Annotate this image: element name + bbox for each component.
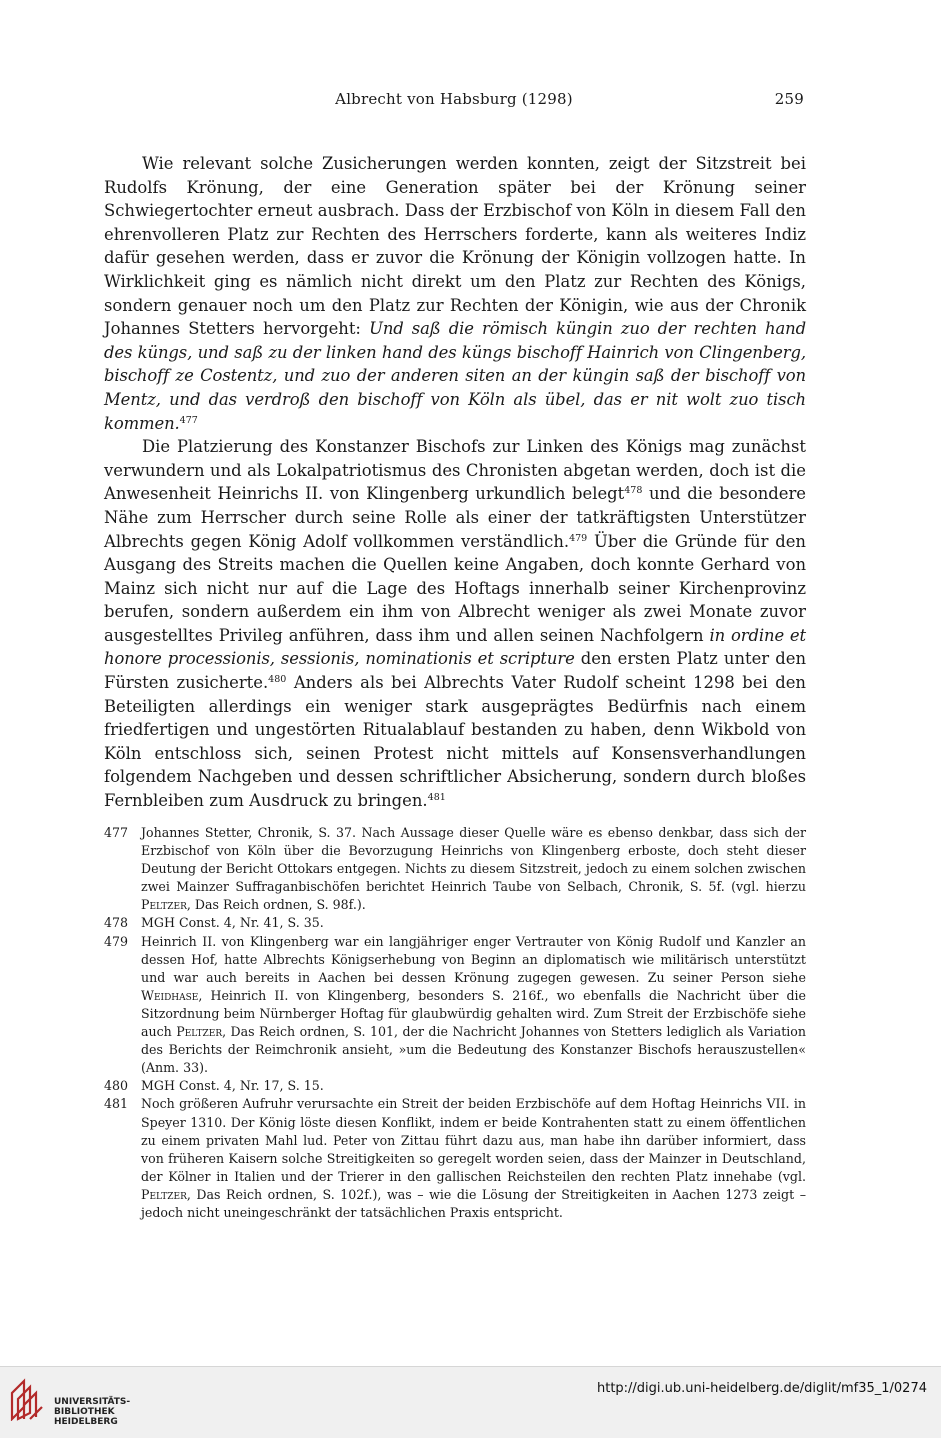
footnote-number: 479 xyxy=(104,933,129,949)
page-number: 259 xyxy=(774,90,804,108)
text-run: Anders als bei Albrechts Vater Rudolf scheint 1298 bei den Beteiligten allerdings ein weniger stark ausgeprägtes Bedürfnis nach einem friedfertigen und ungestörten Ritualablauf bestanden zu haben, denn Wikbold von Köln entschloss sich, seinen Protest nicht mittels auf Konsensverhandlungen folgendem Nachgeben und dessen schriftlicher Absicherung, sondern durch bloßes Fernbleiben zum Ausdruck zu bringen. xyxy=(104,673,806,811)
text-run: Noch größeren Aufruhr verursachte ein Streit der beiden Erzbischöfe auf dem Hoftag Heinrichs VII. in Speyer 1310. Der König löste diesen Konflikt, indem er beide Kontrahenten statt zu einem öffentlichen zu einem privaten Mahl lud. Peter von Zittau führt dazu aus, man habe ihn darüber informiert, dass von früheren Kaisern solche Streitigkeiten so geregelt worden seien, dass der Mainzer in Deutschland, der Kölner in Italien und der Trierer in den gallischen Reichsteilen den rechten Platz innehabe (vgl. xyxy=(141,1096,806,1184)
paragraph xyxy=(104,435,806,813)
footnote-text xyxy=(141,1096,806,1220)
main-text xyxy=(104,152,806,813)
text-run: Wie relevant solche Zusicherungen werden konnten, zeigt der Sitzstreit bei Rudolfs Krönung, der eine Generation später bei der Krönung seiner Schwiegertochter erneut ausbrach. Dass der Erzbischof von Köln in diesem Fall den ehrenvolleren Platz zur Rechten des Herrschers forderte, kann als weiteres Indiz dafür gesehen werden, dass er zuvor die Krönung der Königin vollzogen hatte. In Wirklichkeit ging es nämlich nicht direkt um den Platz zur Rechten des Königs, sondern genauer noch um den Platz zur Rechten der Königin, wie aus der Chronik Johannes Stetters hervorgeht: xyxy=(104,154,806,339)
source-url-link[interactable]: http://digi.ub.uni-heidelberg.de/diglit/mf35_1/0274 xyxy=(596,1381,927,1396)
author-name: Peltzer xyxy=(176,1024,223,1040)
logo-line: HEIDELBERG xyxy=(54,1417,118,1427)
text-run: den ersten Platz unter den Fürsten zusicherte. xyxy=(104,649,806,693)
text-run: , Das Reich ordnen, S. 102f.), was – wie die Lösung der Streitigkeiten in Aachen 1273 zeigt – jedoch nicht uneingeschränkt der tatsächlichen Praxis entspricht. xyxy=(141,1186,806,1220)
viewer-footer xyxy=(0,1366,941,1438)
footnote-text xyxy=(141,934,806,1076)
logo-line: BIBLIOTHEK xyxy=(54,1407,115,1417)
author-name: Weidhase xyxy=(141,987,199,1003)
text-run: Heinrich II. von Klingenberg war ein langjähriger enger Vertrauter von König Rudolf und Kanzler an dessen Hof, hatte Albrechts Königserhebung von Beginn an diplomatisch wie militärisch unterstützt und war auch bereits in Aachen bei dessen Krönung zugegen gewesen. Zu seiner Person siehe xyxy=(141,933,806,985)
footnote-number: 481 xyxy=(104,1096,129,1112)
logo-line: UNIVERSITÄTS- xyxy=(54,1397,131,1407)
text-run: , Heinrich II. von Klingenberg, besonders S. 216f., wo ebenfalls die Nachricht über die Sitzordnung beim Nürnberger Hoftag für glaubwürdig gehalten wird. Zum Streit der Erzbischöfe siehe auch xyxy=(141,987,806,1040)
author-name: Peltzer xyxy=(141,897,187,913)
footnote-ref: 479 xyxy=(569,532,588,544)
text-run: Johannes Stetter, Chronik, S. 37. Nach Aussage dieser Quelle wäre es ebenso denkbar, dass sich der Erzbischof von Köln über die Bevorzugung Heinrichs von Klingenberg erboste, doch steht dieser Deutung der Bericht Ottokars entgegen. Nichts zu diesem Sitzstreit, jedoch zu einem solchen zwischen zwei Mainzer Suffraganbischöfen berichtet Heinrich Taube von Selbach, Chronik, S. 5f. (vgl. hierzu xyxy=(141,825,806,895)
footnote-number: 478 xyxy=(104,915,129,931)
text-run: , Das Reich ordnen, S. 101, der die Nachricht Johannes von Stetters lediglich als Variation des Berichts der Reimchronik ansieht, »um die Bedeutung des Konstanzer Bischofs herauszustellen« (Anm. 33). xyxy=(141,1024,806,1076)
running-head xyxy=(104,90,804,112)
footnote-text xyxy=(141,1078,324,1093)
footnote-ref: 478 xyxy=(624,485,643,497)
footnote-ref: 481 xyxy=(427,792,446,804)
italic-quote: Und saß die römisch küngin zuo der rechten hand des küngs, und saß zu der linken hand des küngs bischoff Hainrich von Clingenberg, bischoff ze Costentz, und zuo der anderen siten an der küngin saß der bischoff von Mentz, und das verdroß den bischoff von Köln als übel, das er nit wolt zuo tisch kommen. xyxy=(104,319,806,433)
footnote xyxy=(104,933,806,1078)
library-emblem-icon xyxy=(8,1375,46,1421)
library-logo[interactable] xyxy=(8,1375,148,1429)
footnotes xyxy=(104,824,806,1222)
footnote-text xyxy=(141,825,806,912)
footnote xyxy=(104,824,806,914)
text-run: MGH Const. 4, Nr. 41, S. 35. xyxy=(141,915,324,931)
text-run: und die besondere Nähe zum Herrscher durch seine Rolle als einer der tatkräftigsten Unterstützer Albrechts gegen König Adolf vollkommen verständlich. xyxy=(104,484,806,551)
italic-quote: in ordine et honore processionis, sessionis, nominationis et scripture xyxy=(104,625,807,669)
footnote-number: 477 xyxy=(104,825,129,840)
text-run: Die Platzierung des Konstanzer Bischofs zur Linken des Königs mag zunächst verwundern und als Lokalpatriotismus des Chronisten abgetan werden, doch ist die Anwesenheit Heinrichs II. von Klingenberg urkundlich belegt xyxy=(104,437,806,504)
footnote-text xyxy=(141,915,324,930)
paragraph xyxy=(104,152,806,435)
footnote-number: 480 xyxy=(104,1078,129,1094)
footnote xyxy=(104,1095,806,1222)
running-title: Albrecht von Habsburg (1298) xyxy=(335,90,573,108)
author-name: Peltzer xyxy=(141,1186,187,1202)
footnote xyxy=(104,914,806,932)
text-run: MGH Const. 4, Nr. 17, S. 15. xyxy=(141,1078,324,1094)
library-name xyxy=(54,1397,130,1427)
footnote-ref: 480 xyxy=(268,674,287,686)
footnote xyxy=(104,1077,806,1095)
footnote-ref: 477 xyxy=(179,414,198,426)
text-run: Über die Gründe für den Ausgang des Streits machen die Quellen keine Angaben, doch konnte Gerhard von Mainz sich nicht nur auf die Lage des Hoftags innerhalb seiner Kirchenprovinz berufen, sondern außerdem ein ihm von Albrecht weniger als zwei Monate zuvor ausgestelltes Privileg anführen, dass ihm und allen seinen Nachfolgern xyxy=(104,531,806,645)
text-run: , Das Reich ordnen, S. 98f.). xyxy=(186,897,366,913)
